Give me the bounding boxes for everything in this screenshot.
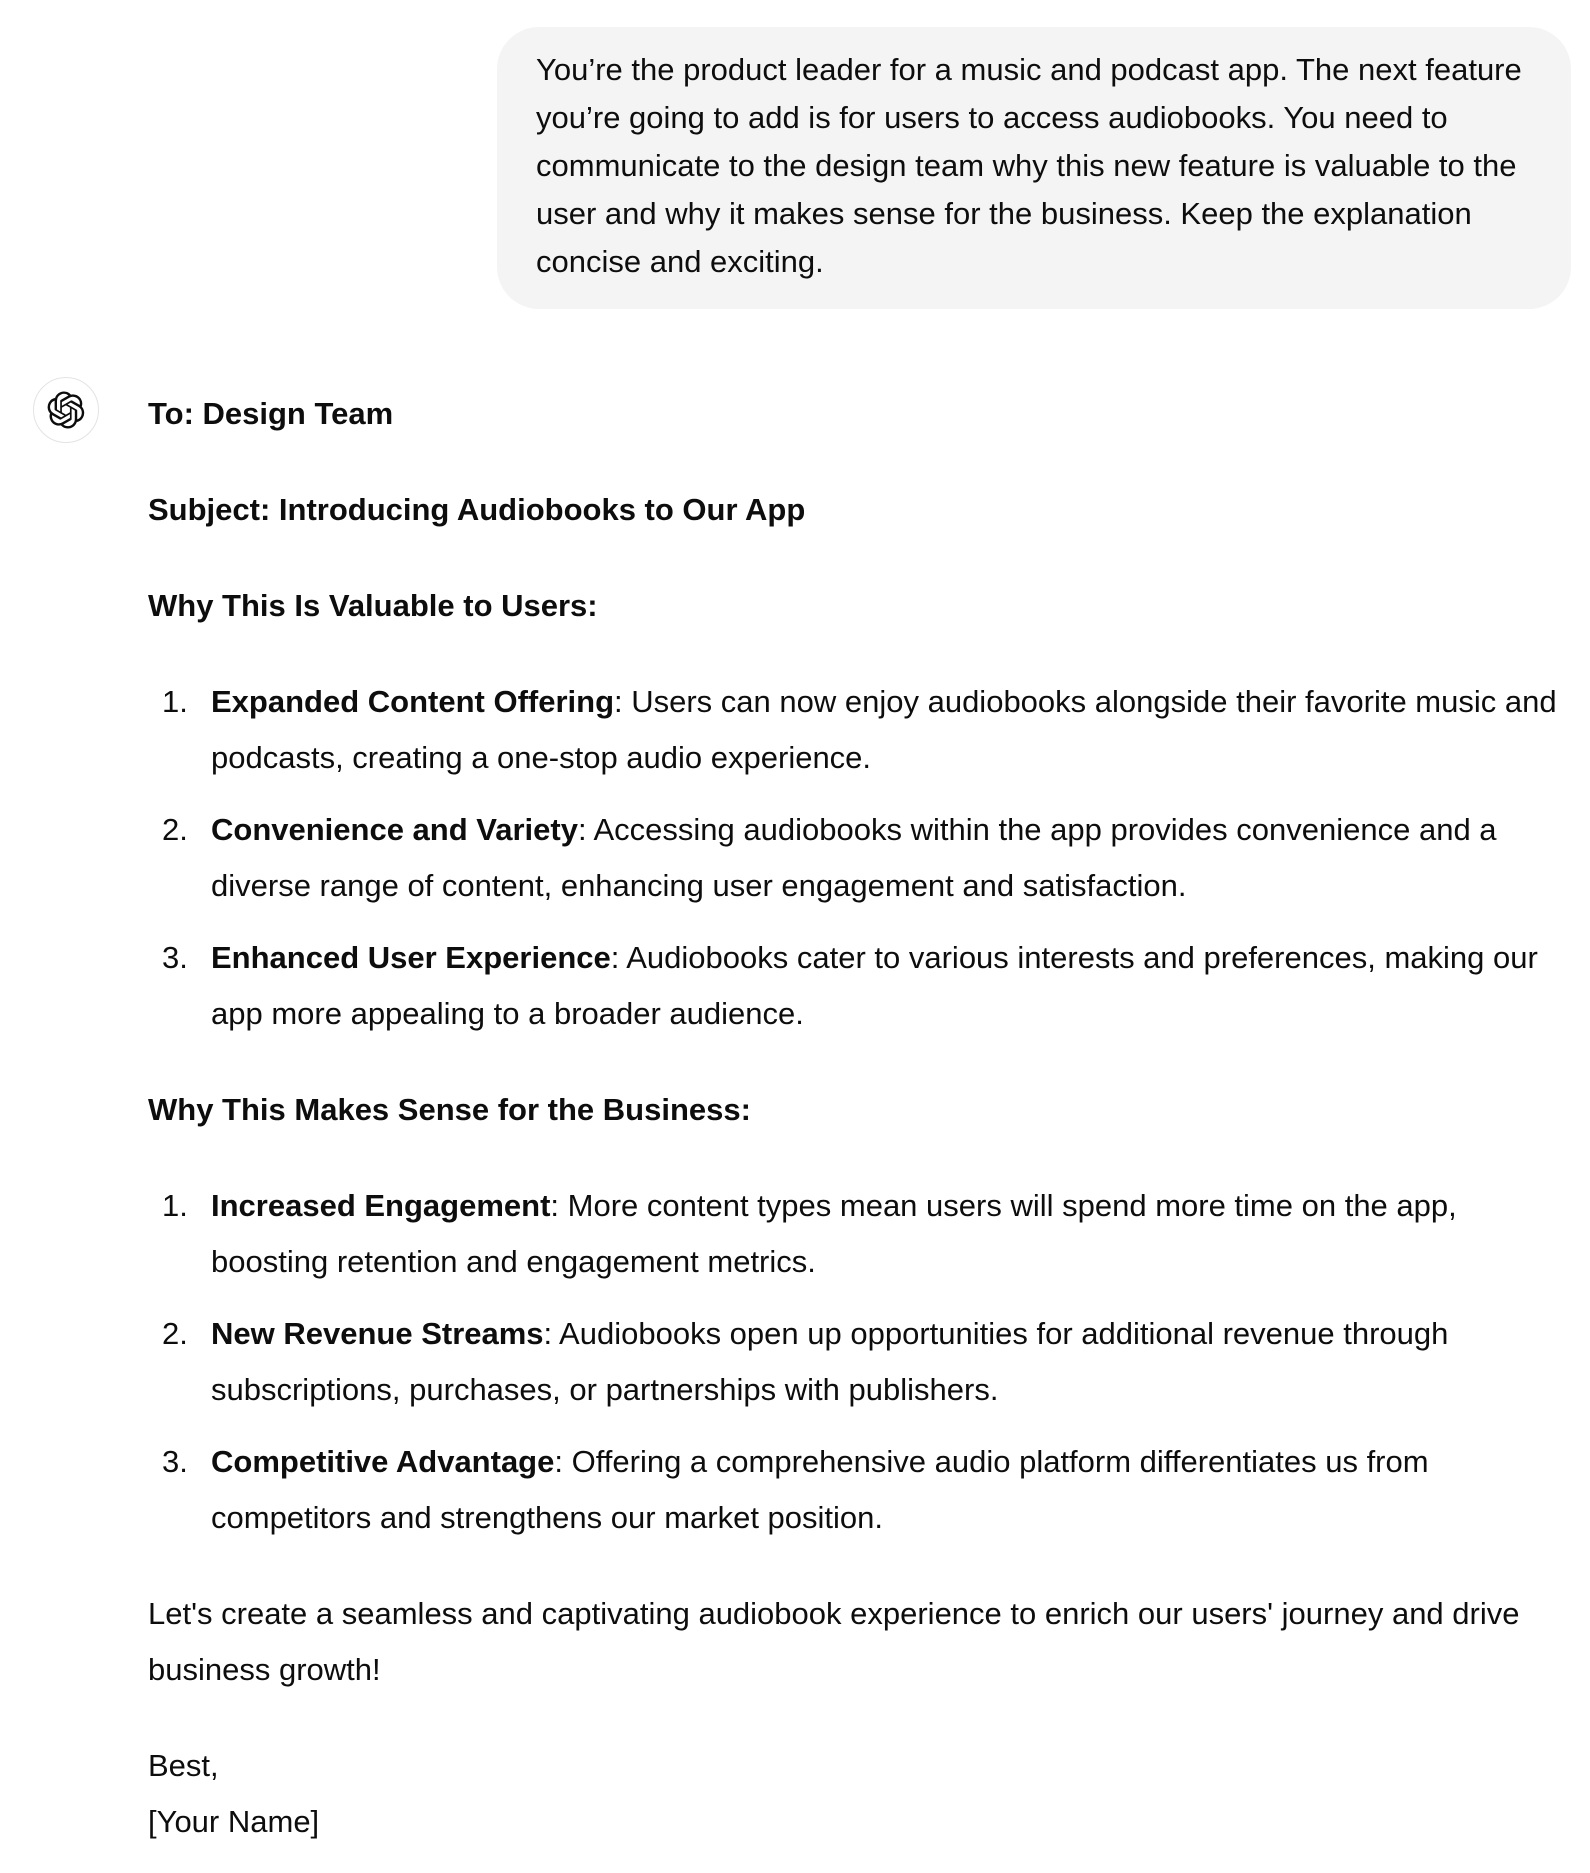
list-item: [148, 802, 1568, 914]
list-item: [148, 930, 1568, 1042]
list-item-title: Convenience and Variety: [211, 812, 578, 847]
business-points-list: [148, 1178, 1568, 1546]
list-item: [148, 1306, 1568, 1418]
list-item-text: : Offering a comprehensive audio platform differentiates us from competitors and strengthens our market position.: [211, 1444, 1429, 1535]
assistant-response: [148, 386, 1568, 1850]
list-item-title: Enhanced User Experience: [211, 940, 611, 975]
list-item-text: : Audiobooks cater to various interests and preferences, making our app more appealing to a broader audience.: [211, 940, 1538, 1031]
signature: [Your Name]: [148, 1804, 320, 1839]
subject-line: Subject: Introducing Audiobooks to Our App: [148, 492, 806, 527]
user-message-text: You’re the product leader for a music and podcast app. The next feature you’re going to add is for users to access audiobooks. You need to communicate to the design team why this new feature is valuable to the user and why it makes sense for the business. Keep the explanation concise and exciting.: [536, 52, 1522, 279]
list-number: 2.: [162, 812, 188, 847]
list-item-title: Increased Engagement: [211, 1188, 551, 1223]
list-item-text: : More content types mean users will spend more time on the app, boosting retention and engagement metrics.: [211, 1188, 1457, 1279]
signoff-block: [148, 1738, 1568, 1850]
list-item-title: Expanded Content Offering: [211, 684, 614, 719]
list-number: 3.: [162, 1444, 188, 1479]
users-points-list: [148, 674, 1568, 1042]
list-item-title: Competitive Advantage: [211, 1444, 555, 1479]
openai-logo-icon: [47, 391, 85, 429]
user-message-bubble: [497, 27, 1571, 309]
list-item-title: New Revenue Streams: [211, 1316, 544, 1351]
list-number: 3.: [162, 940, 188, 975]
list-number: 1.: [162, 684, 188, 719]
assistant-avatar: [33, 377, 99, 443]
list-number: 2.: [162, 1316, 188, 1351]
list-item-text: : Accessing audiobooks within the app provides convenience and a diverse range of content, enhancing user engagement and satisfaction.: [211, 812, 1497, 903]
business-section-heading: Why This Makes Sense for the Business:: [148, 1092, 751, 1127]
closing-paragraph: Let's create a seamless and captivating audiobook experience to enrich our users' journey and drive business growth!: [148, 1596, 1520, 1687]
to-line: To: Design Team: [148, 396, 394, 431]
list-number: 1.: [162, 1188, 188, 1223]
signoff: Best,: [148, 1748, 219, 1783]
list-item: [148, 1178, 1568, 1290]
list-item-text: : Audiobooks open up opportunities for additional revenue through subscriptions, purchases, or partnerships with publishers.: [211, 1316, 1449, 1407]
users-section-heading: Why This Is Valuable to Users:: [148, 588, 598, 623]
list-item: [148, 674, 1568, 786]
list-item: [148, 1434, 1568, 1546]
list-item-text: : Users can now enjoy audiobooks alongside their favorite music and podcasts, creating a one-stop audio experience.: [211, 684, 1557, 775]
